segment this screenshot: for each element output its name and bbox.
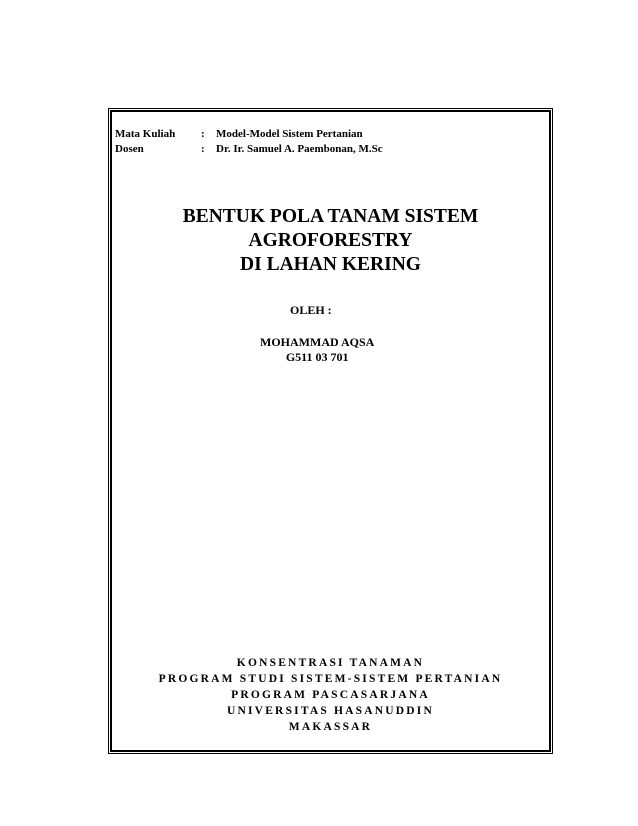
student-id: G511 03 701 — [285, 350, 349, 364]
course-label: Mata Kuliah — [115, 128, 176, 140]
document-title — [113, 205, 548, 277]
author-block — [260, 335, 374, 365]
institution-block — [113, 655, 548, 735]
institution-line-2: PROGRAM STUDI SISTEM-SISTEM PERTANIAN — [158, 673, 503, 685]
lecturer-value: Dr. Ir. Samuel A. Paembonan, M.Sc — [216, 143, 383, 155]
institution-line-5: MAKASSAR — [288, 721, 373, 733]
lecturer-label: Dosen — [115, 143, 144, 155]
by-label: OLEH : — [290, 303, 332, 317]
course-info — [115, 127, 383, 157]
title-line-1: BENTUK POLA TANAM SISTEM AGROFORESTRY — [182, 206, 479, 251]
author-name: MOHAMMAD AQSA — [260, 335, 375, 349]
course-row — [115, 127, 383, 142]
lecturer-row — [115, 142, 383, 157]
institution-line-1: KONSENTRASI TANAMAN — [236, 657, 425, 669]
title-line-2: DI LAHAN KERING — [240, 254, 421, 275]
course-value: Model-Model Sistem Pertanian — [216, 128, 363, 140]
course-separator: : — [201, 128, 205, 140]
institution-line-4: UNIVERSITAS HASANUDDIN — [227, 705, 434, 717]
lecturer-separator: : — [201, 143, 205, 155]
institution-line-3: PROGRAM PASCASARJANA — [231, 689, 430, 701]
